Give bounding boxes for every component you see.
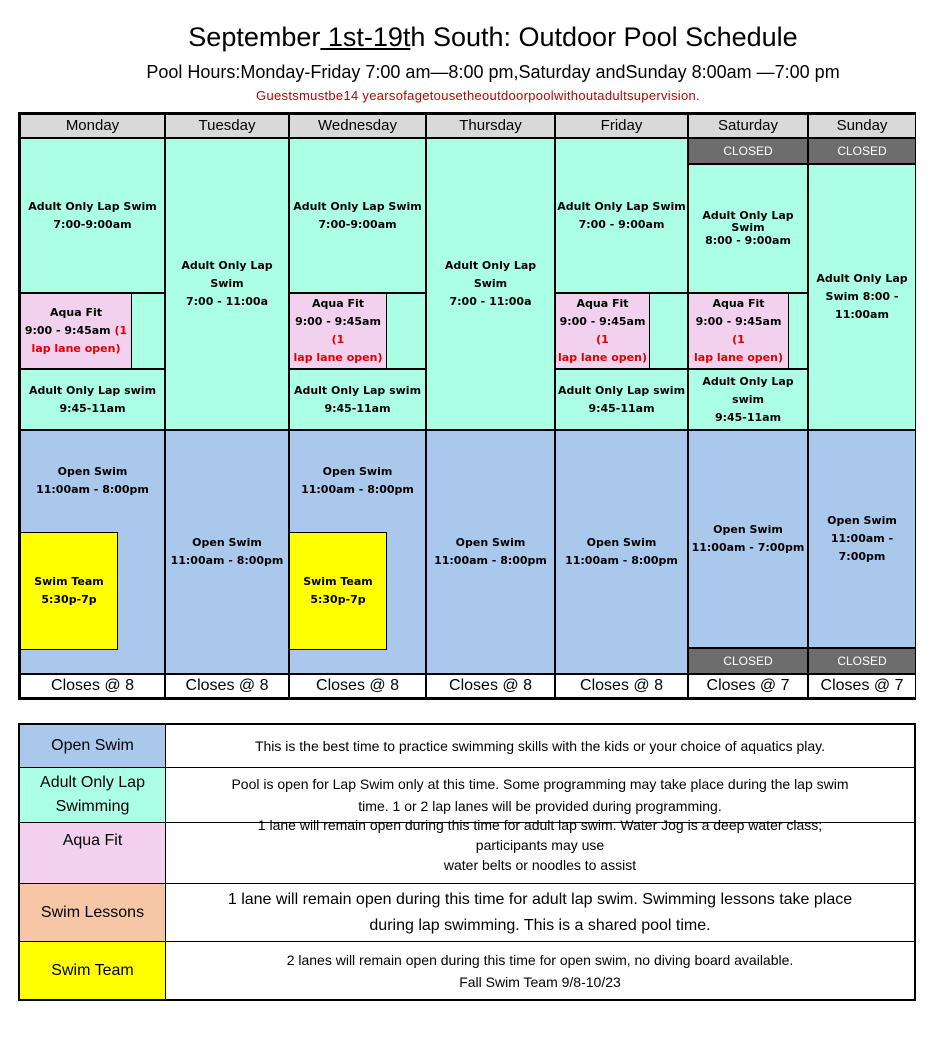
sunday-closes: Closes @ 7 (808, 674, 916, 698)
legend-key-swim-lessons: Swim Lessons (20, 884, 166, 941)
legend-row-swim-team (20, 942, 914, 999)
legend-key-aqua-fit: Aqua Fit (20, 823, 166, 883)
thursday-lap-swim: Adult Only Lap Swim 7:00 - 11:00a (426, 138, 555, 430)
tuesday-open-swim: Open Swim 11:00am - 8:00pm (165, 430, 289, 674)
monday-open-swim: Open Swim 11:00am - 8:00pm (20, 430, 165, 674)
wednesday-closes: Closes @ 8 (289, 674, 426, 698)
thursday-closes: Closes @ 8 (426, 674, 555, 698)
sunday-open-swim: Open Swim 11:00am - 7:00pm (808, 430, 916, 648)
saturday-closed-morning: CLOSED (688, 138, 808, 164)
monday-aqua-fit: Aqua Fit 9:00 - 9:45am (1 lap lane open) (20, 293, 132, 369)
friday-lap-swim-early: Adult Only Lap Swim 7:00 - 9:00am (555, 138, 688, 293)
monday-lap-swim-early: Adult Only Lap Swim 7:00-9:00am (20, 138, 165, 293)
day-header-wednesday: Wednesday (289, 114, 426, 138)
saturday-lap-swim-early: Adult Only Lap Swim 8:00 - 9:00am (688, 164, 808, 293)
wednesday-open-swim: Open Swim 11:00am - 8:00pm (289, 430, 426, 674)
day-header-thursday: Thursday (426, 114, 555, 138)
day-header-sunday: Sunday (808, 114, 916, 138)
friday-aqua-fit: Aqua Fit 9:00 - 9:45am (1 lap lane open) (555, 293, 650, 369)
legend-row-swim-lessons (20, 884, 914, 942)
legend-key-swim-team: Swim Team (20, 942, 166, 999)
sunday-closed-evening: CLOSED (808, 648, 916, 674)
legend-desc-swim-team: 2 lanes will remain open during this time for open swim, no diving board available. Fall Swim Team 9/8-10/23 (286, 951, 794, 990)
tuesday-closes: Closes @ 8 (165, 674, 289, 698)
monday-swim-team: Swim Team 5:30p-7p (20, 532, 118, 650)
saturday-lap-swim-late: Adult Only Lap swim 9:45-11am (688, 369, 808, 430)
pool-hours: Pool Hours:Monday-Friday 7:00 am—8:00 pm,Saturday andSunday 8:00am —7:00 pm (146, 62, 840, 82)
wednesday-aqua-fit: Aqua Fit 9:00 - 9:45am (1 lap lane open) (289, 293, 387, 369)
day-header-tuesday: Tuesday (165, 114, 289, 138)
legend-row-open-swim (20, 725, 914, 768)
day-header-friday: Friday (555, 114, 688, 138)
legend-desc-aqua-fit: 1 lane will remain open during this time for adult lap swim. Water Jog is a deep water class; participants may use water belts or noodles to assist (257, 817, 823, 873)
sunday-closed-morning: CLOSED (808, 138, 916, 164)
day-header-saturday: Saturday (688, 114, 808, 138)
age-warning: Guestsmustbe14 yearsofagetousetheoutdoorpoolwithoutadultsupervision. (256, 88, 700, 103)
saturday-open-swim: Open Swim 11:00am - 7:00pm (688, 430, 808, 648)
friday-closes: Closes @ 8 (555, 674, 688, 698)
legend-key-adult-lap: Adult Only Lap Swimming (20, 768, 166, 822)
schedule-grid (18, 112, 916, 700)
legend-key-open-swim: Open Swim (20, 725, 166, 767)
legend-table (18, 723, 916, 1001)
legend-desc-swim-lessons: 1 lane will remain open during this time for adult lap swim. Swimming lessons take place during lap swimming. This is a shared pool time. (227, 890, 853, 934)
friday-lap-swim-late: Adult Only Lap swim 9:45-11am (555, 369, 688, 430)
wednesday-lap-swim-early: Adult Only Lap Swim 7:00-9:00am (289, 138, 426, 293)
saturday-closes: Closes @ 7 (688, 674, 808, 698)
day-header-monday: Monday (20, 114, 165, 138)
legend-desc-open-swim: This is the best time to practice swimming skills with the kids or your choice of aquatics play. (254, 738, 826, 754)
wednesday-lap-swim-late: Adult Only Lap swim 9:45-11am (289, 369, 426, 430)
page-title: September 1st-19th South: Outdoor Pool Schedule (188, 22, 798, 52)
monday-lap-swim-late: Adult Only Lap swim 9:45-11am (20, 369, 165, 430)
sunday-lap-swim: Adult Only Lap Swim 8:00 - 11:00am (808, 164, 916, 430)
saturday-closed-evening: CLOSED (688, 648, 808, 674)
saturday-aqua-fit: Aqua Fit 9:00 - 9:45am (1 lap lane open) (688, 293, 789, 369)
legend-desc-adult-lap: Pool is open for Lap Swim only at this time. Some programming may take place during the lap swim time. 1 or 2 lap lanes will be provided during programming. (231, 776, 849, 814)
friday-open-swim: Open Swim 11:00am - 8:00pm (555, 430, 688, 674)
wednesday-swim-team: Swim Team 5:30p-7p (289, 532, 387, 650)
legend-row-aqua-fit (20, 817, 914, 884)
thursday-open-swim: Open Swim 11:00am - 8:00pm (426, 430, 555, 674)
tuesday-lap-swim: Adult Only Lap Swim 7:00 - 11:00a (165, 138, 289, 430)
monday-closes: Closes @ 8 (20, 674, 165, 698)
